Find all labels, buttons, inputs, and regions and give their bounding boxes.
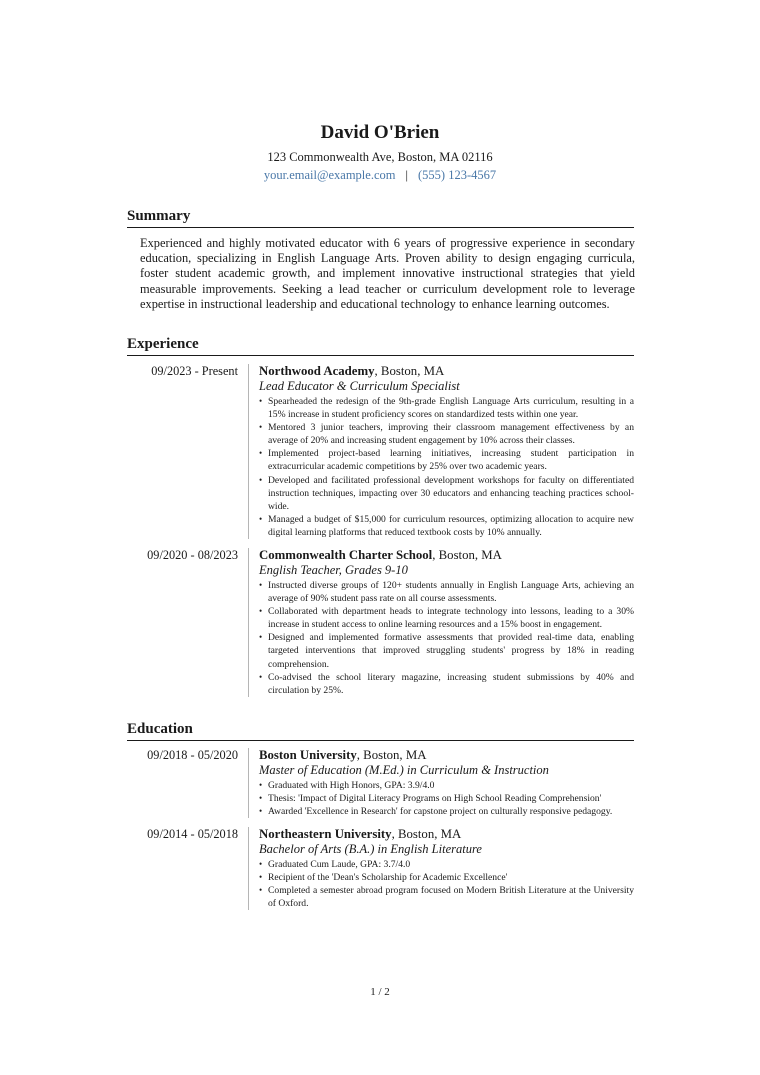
summary-text: Experienced and highly motivated educator with 6 years of progressive experience in secondary education, specializing in English Language Arts. Proven ability to design engaging curricula, foster student academic growth, and implement innovative instructional strategies that yield measurable improvements. Seeking a lead teacher or curriculum development role to leverage expertise in instructional leadership and educational technology to enhance learning outcomes. <box>140 236 635 311</box>
bullet-item: • Graduated with High Honors, GPA: 3.9/4.0 <box>259 779 634 792</box>
entry-date: 09/2020 - 08/2023 <box>147 548 238 562</box>
email-link[interactable]: your.email@example.com <box>263 168 396 182</box>
bullet-item: • Awarded 'Excellence in Research' for capstone project on culturally responsive pedagogy. <box>259 805 634 818</box>
bullet-item: • Designed and implemented formative assessments that provided real-time data, enabling targeted interventions that improved struggling students' progress by 18% in reading comprehension. <box>259 631 634 670</box>
bullet-list <box>259 858 634 910</box>
bullet-item: • Implemented project-based learning initiatives, increasing student participation in extracurricular academic competitions by 25% over two academic years. <box>259 447 634 473</box>
section-title-experience: Experience <box>127 336 634 356</box>
bullet-list <box>259 779 634 818</box>
bullet-item: • Spearheaded the redesign of the 9th-grade English Language Arts curriculum, resulting in a 15% increase in student proficiency scores on standardized tests within one year. <box>259 395 634 421</box>
entry-organization: Northwood Academy <box>259 364 375 378</box>
phone-link[interactable]: (555) 123-4567 <box>418 168 497 182</box>
entry-body <box>248 827 634 910</box>
bullet-list <box>259 579 634 697</box>
entry-date: 09/2023 - Present <box>151 364 238 378</box>
entry-body <box>248 748 634 818</box>
bullet-item: • Recipient of the 'Dean's Scholarship for Academic Excellence' <box>259 871 634 884</box>
candidate-name: David O'Brien <box>320 122 440 143</box>
entry-location: , Boston, MA <box>391 827 462 841</box>
bullet-item: • Thesis: 'Impact of Digital Literacy Programs on High School Reading Comprehension' <box>259 792 634 805</box>
bullet-item: • Co-advised the school literary magazine, increasing student submissions by 40% and circulation by 25%. <box>259 671 634 697</box>
bullet-item: • Instructed diverse groups of 120+ students annually in English Language Arts, achieving an average of 90% student pass rate on all course assessments. <box>259 579 634 605</box>
entry-organization: Northeastern University <box>259 827 392 841</box>
entry-heading <box>259 548 634 563</box>
bullet-item: • Graduated Cum Laude, GPA: 3.7/4.0 <box>259 858 634 871</box>
entry-organization: Boston University <box>259 748 357 762</box>
entry-degree: Bachelor of Arts (B.A.) in English Literature <box>259 842 482 856</box>
section-title-education: Education <box>127 721 634 741</box>
bullet-item: • Collaborated with department heads to integrate technology into lessons, leading to a 30% increase in student access to online learning resources and a 15% boost in engagement. <box>259 605 634 631</box>
entry-degree: Master of Education (M.Ed.) in Curriculum & Instruction <box>259 763 549 777</box>
entry-heading <box>259 748 634 763</box>
entry-date: 09/2018 - 05/2020 <box>147 748 238 762</box>
entry-role: Lead Educator & Curriculum Specialist <box>259 379 460 393</box>
contact-separator: | <box>405 168 408 182</box>
bullet-item: • Mentored 3 junior teachers, improving their classroom management effectiveness by an average of 20% and increasing student engagement by 10% across their classes. <box>259 421 634 447</box>
entry-location: , Boston, MA <box>432 548 502 562</box>
bullet-item: • Completed a semester abroad program focused on Modern British Literature at the University of Oxford. <box>259 884 634 910</box>
bullet-list <box>259 395 634 539</box>
entry-body <box>248 364 634 539</box>
bullet-item: • Developed and facilitated professional development workshops for faculty on differentiated instruction techniques, impacting over 30 educators and enhancing teaching practices school-wide. <box>259 474 634 513</box>
entry-heading <box>259 827 634 842</box>
entry-location: , Boston, MA <box>356 748 427 762</box>
entry-organization: Commonwealth Charter School <box>259 548 433 562</box>
entry-body <box>248 548 634 697</box>
bullet-item: • Managed a budget of $15,000 for curriculum resources, optimizing allocation to acquire new digital learning platforms that reduced textbook costs by 10% annually. <box>259 513 634 539</box>
entry-role: English Teacher, Grades 9-10 <box>259 563 408 577</box>
entry-date: 09/2014 - 05/2018 <box>147 827 238 841</box>
section-title-summary: Summary <box>127 208 634 228</box>
entry-location: , Boston, MA <box>374 364 445 378</box>
page-indicator: 1 / 2 <box>370 986 390 998</box>
candidate-address: 123 Commonwealth Ave, Boston, MA 02116 <box>267 150 493 164</box>
entry-heading <box>259 364 634 379</box>
contact-line <box>0 168 760 183</box>
